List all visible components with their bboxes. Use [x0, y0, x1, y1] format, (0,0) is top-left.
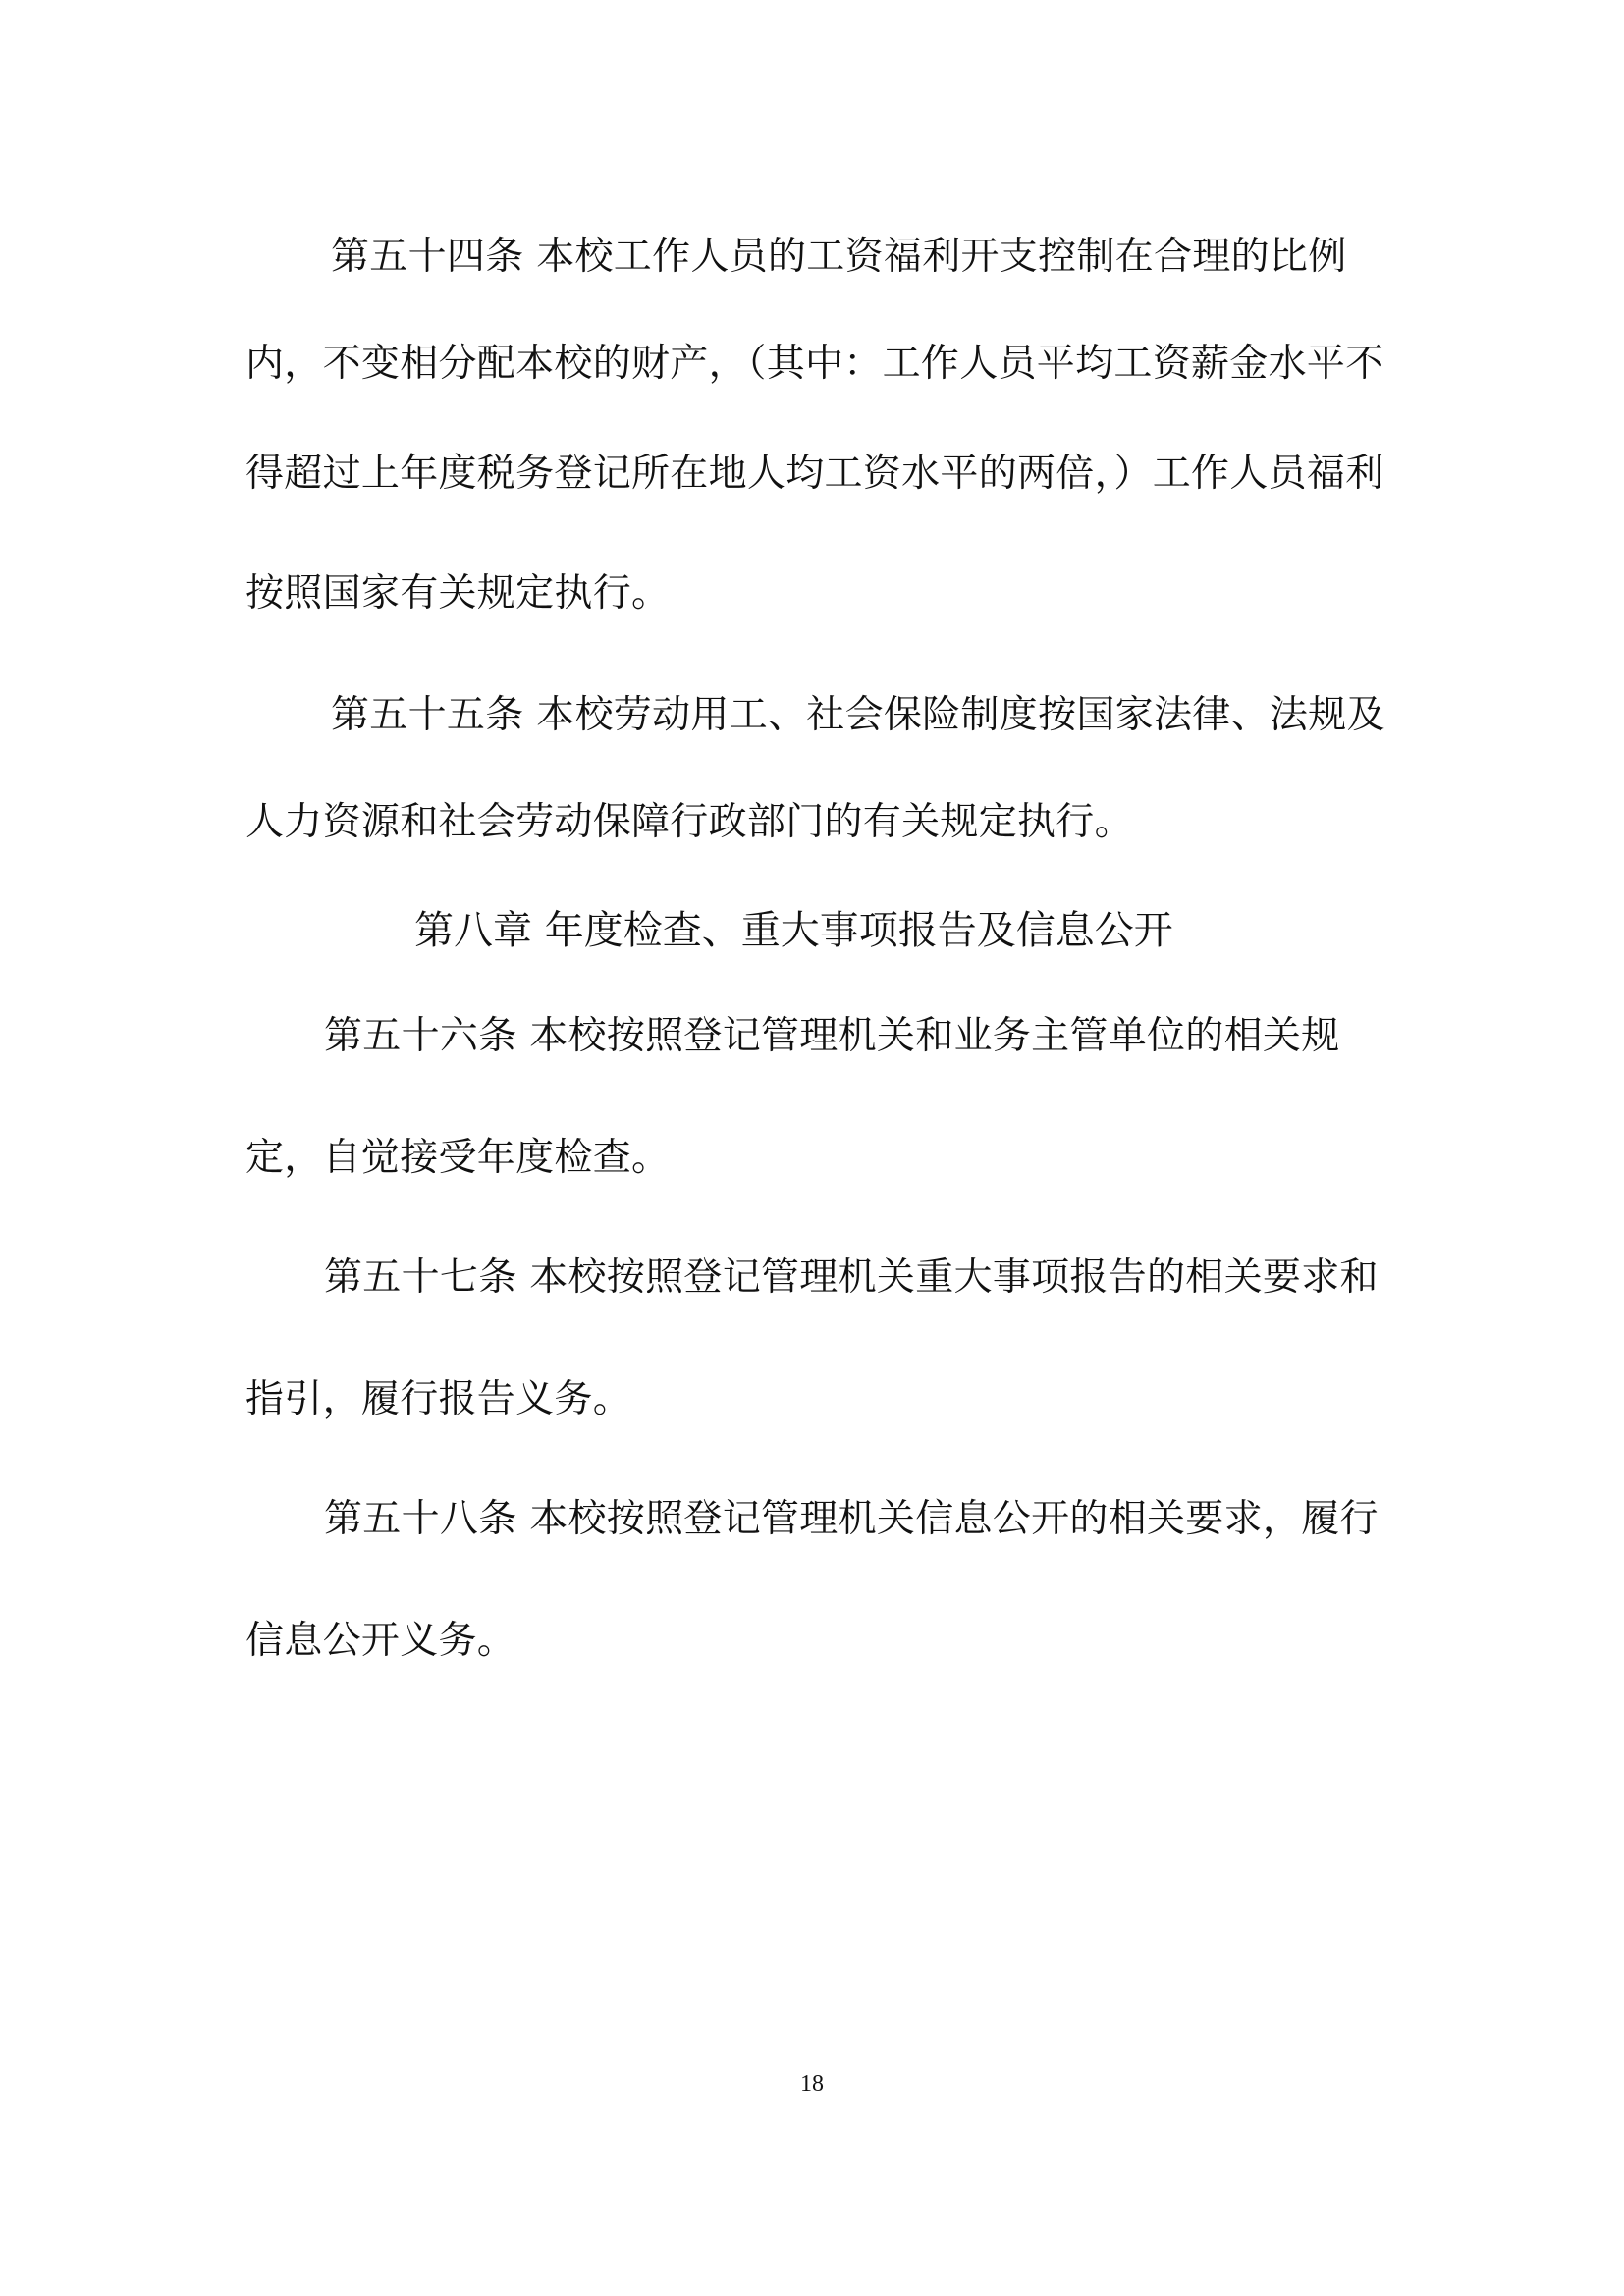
- article-56-line-1: 第五十六条 本校按照登记管理机关和业务主管单位的相关规: [324, 1014, 1340, 1058]
- article-54-line-2: 内，不变相分配本校的财产，（其中：工作人员平均工资薪金水平不: [245, 342, 1384, 386]
- article-58-line-2: 信息公开义务。: [245, 1619, 516, 1663]
- article-55-line-2: 人力资源和社会劳动保障行政部门的有关规定执行。: [245, 800, 1133, 844]
- article-56-line-2: 定，自觉接受年度检查。: [245, 1136, 671, 1180]
- article-57-line-2: 指引，履行报告义务。: [245, 1377, 632, 1421]
- article-58-line-1: 第五十八条 本校按照登记管理机关信息公开的相关要求，履行: [324, 1497, 1379, 1541]
- article-54-line-4: 按照国家有关规定执行。: [245, 571, 671, 615]
- article-57-line-1: 第五十七条 本校按照登记管理机关重大事项报告的相关要求和: [324, 1255, 1379, 1300]
- chapter-heading: 第八章 年度检查、重大事项报告及信息公开: [414, 908, 1173, 953]
- article-54-line-3: 得超过上年度税务登记所在地人均工资水平的两倍，）工作人员福利: [245, 452, 1384, 496]
- article-55-line-1: 第五十五条 本校劳动用工、社会保险制度按国家法律、法规及: [331, 693, 1385, 737]
- article-54-line-1: 第五十四条 本校工作人员的工资福利开支控制在合理的比例: [331, 235, 1347, 279]
- page-number: 18: [800, 2071, 824, 2097]
